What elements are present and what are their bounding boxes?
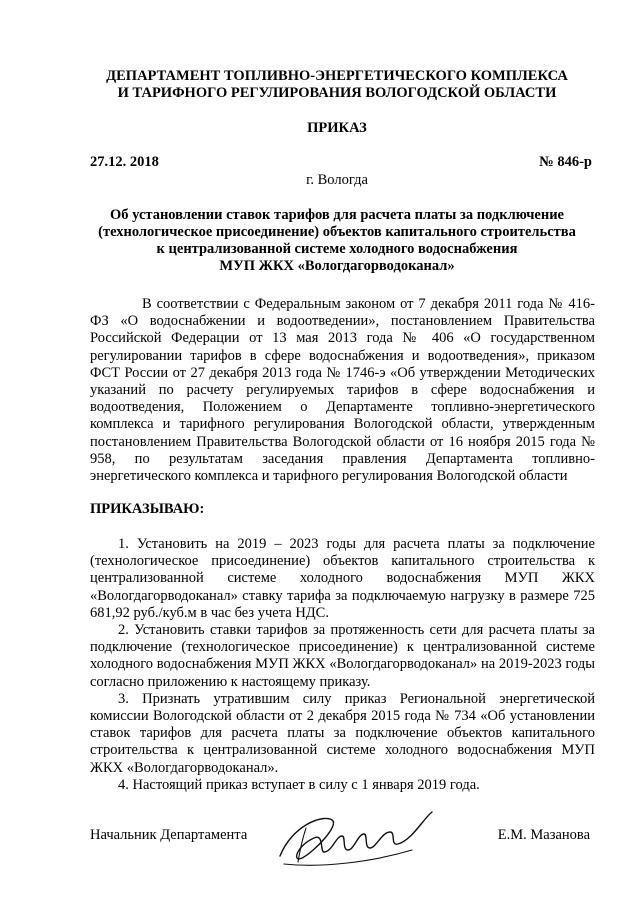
header-line-1: ДЕПАРТАМЕНТ ТОПЛИВНО-ЭНЕРГЕТИЧЕСКОГО КОМПЛЕКСА	[106, 68, 568, 84]
handwritten-signature-icon	[262, 806, 454, 872]
order-item: 2. Установить ставки тарифов за протяженность сети для расчета платы за подключение (технологическое присоединение) к централизованной системе холодного водоснабжения МУП ЖКХ «Вологдагорводоканал» на 2019-2023 годы согласно приложению к настоящему приказу.	[90, 622, 595, 690]
order-items	[90, 536, 595, 794]
header-line-2: И ТАРИФНОГО РЕГУЛИРОВАНИЯ ВОЛОГОДСКОЙ ОБЛАСТИ	[117, 85, 557, 101]
title-line: Об установлении ставок тарифов для расчета платы за подключение	[110, 207, 564, 223]
order-word: ПРИКАЗЫВАЮ:	[90, 501, 205, 517]
preamble-text: В соответствии с Федеральным законом от 7 декабря 2011 года № 416-ФЗ «О водоснабжении и водоотведении», постановлением Правительства Российской Федерации от 13 мая 2013 года № 406 «О государственном регулировании тарифов в сфере водоснабжения и водоотведения», приказом ФСТ России от 27 декабря 2013 года № 1746-э «Об утверждении Методических указаний по расчету регулируемых тарифов в сфере водоснабжения и водоотведения, Положением о Департаменте топливно-энергетического комплекса и тарифного регулирования Вологодской области, утвержденным постановлением Правительства Вологодской области от 16 ноября 2015 года № 958, по результатам заседания правления Департамента топливно-энергетического комплекса и тарифного регулирования Вологодской области	[90, 296, 595, 485]
title-line: МУП ЖКХ «Вологдагорводоканал»	[219, 258, 455, 274]
title-line: к централизованной системе холодного водоснабжения	[156, 241, 518, 257]
doc-type: ПРИКАЗ	[307, 120, 367, 136]
preamble	[90, 296, 595, 485]
order-title	[80, 207, 594, 275]
order-item: 1. Установить на 2019 – 2023 годы для расчета платы за подключение (технологическое присоединение) объектов капитального строительства к централизованной системе холодного водоснабжения МУП ЖКХ «Вологдагорводоканал» ставку тарифа за подключаемую нагрузку в размере 725 681,92 руб./куб.м в час без учета НДС.	[90, 536, 595, 621]
signature-position: Начальник Департамента	[90, 827, 248, 843]
order-date: 27.12. 2018	[90, 154, 159, 170]
signature-name: Е.М. Мазанова	[497, 827, 590, 843]
order-number: № 846-р	[539, 154, 592, 170]
city: г. Вологда	[306, 172, 368, 188]
order-item: 3. Признать утратившим силу приказ Региональной энергетической комиссии Вологодской области от 2 декабря 2015 года № 734 «Об установлении ставок тарифов для расчета платы за подключение объектов капитального строительства к централизованной системе холодного водоснабжения МУП ЖКХ «Вологдагорводоканал».	[90, 690, 595, 776]
title-line: (технологическое присоединение) объектов капитального строительства	[98, 224, 576, 240]
order-item: 4. Настоящий приказ вступает в силу с 1 января 2019 года.	[118, 776, 480, 793]
